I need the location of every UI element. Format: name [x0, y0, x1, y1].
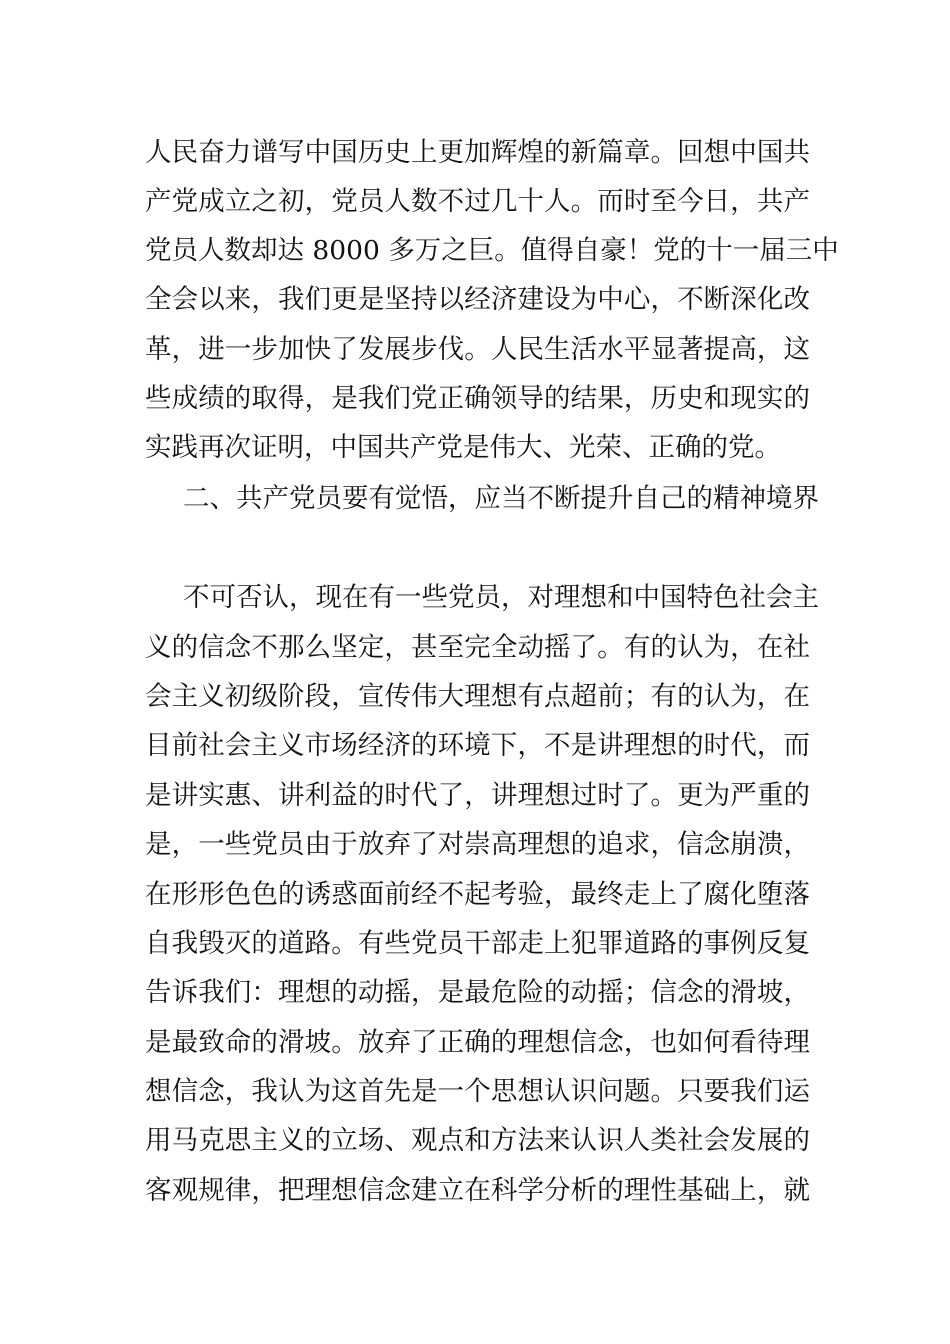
paragraph-2-line-9: 告诉我们：理想的动摇，是最危险的动摇；信念的滑坡， [145, 977, 810, 1008]
paragraph-2-line-2: 义的信念不那么坚定，甚至完全动摇了。有的认为，在社 [145, 632, 810, 663]
paragraph-2-line-3: 会主义初级阶段，宣传伟大理想有点超前；有的认为，在 [145, 681, 810, 712]
paragraph-1-line-6: 些成绩的取得，是我们党正确领导的结果，历史和现实的 [145, 383, 810, 414]
paragraph-2-line-5: 是讲实惠、讲利益的时代了，讲理想过时了。更为严重的 [145, 780, 810, 811]
paragraph-1-line-5: 革，进一步加快了发展步伐。人民生活水平显著提高，这 [145, 334, 810, 365]
paragraph-1-line-7: 实践再次证明，中国共产党是伟大、光荣、正确的党。 [145, 432, 781, 463]
paragraph-1-line-1: 人民奋力谱写中国历史上更加辉煌的新篇章。回想中国共 [145, 137, 810, 168]
paragraph-2-line-4: 目前社会主义市场经济的环境下，不是讲理想的时代，而 [145, 730, 810, 761]
paragraph-2-line-13: 客观规律，把理想信念建立在科学分析的理性基础上，就 [145, 1175, 810, 1206]
paragraph-1-line-3: 党员人数却达 8000 多万之巨。值得自豪！党的十一届三中 [145, 235, 839, 266]
paragraph-1-line-2: 产党成立之初，党员人数不过几十人。而时至今日，共产 [145, 186, 810, 217]
paragraph-2-line-10: 是最致命的滑坡。放弃了正确的理想信念，也如何看待理 [145, 1027, 810, 1058]
paragraph-2-line-7: 在形形色色的诱惑面前经不起考验，最终走上了腐化堕落 [145, 879, 810, 910]
paragraph-2-line-8: 自我毁灭的道路。有些党员干部走上犯罪道路的事例反复 [145, 928, 810, 959]
paragraph-2-line-11: 想信念，我认为这首先是一个思想认识问题。只要我们运 [145, 1076, 810, 1107]
section-heading-2: 二、共产党员要有觉悟，应当不断提升自己的精神境界 [183, 483, 819, 514]
paragraph-1-line-4: 全会以来，我们更是坚持以经济建设为中心，不断深化改 [145, 284, 810, 315]
paragraph-2-line-6: 是，一些党员由于放弃了对崇高理想的追求，信念崩溃， [145, 829, 810, 860]
paragraph-2-line-1: 不可否认，现在有一些党员，对理想和中国特色社会主 [183, 582, 819, 613]
paragraph-2-line-12: 用马克思主义的立场、观点和方法来认识人类社会发展的 [145, 1125, 810, 1156]
